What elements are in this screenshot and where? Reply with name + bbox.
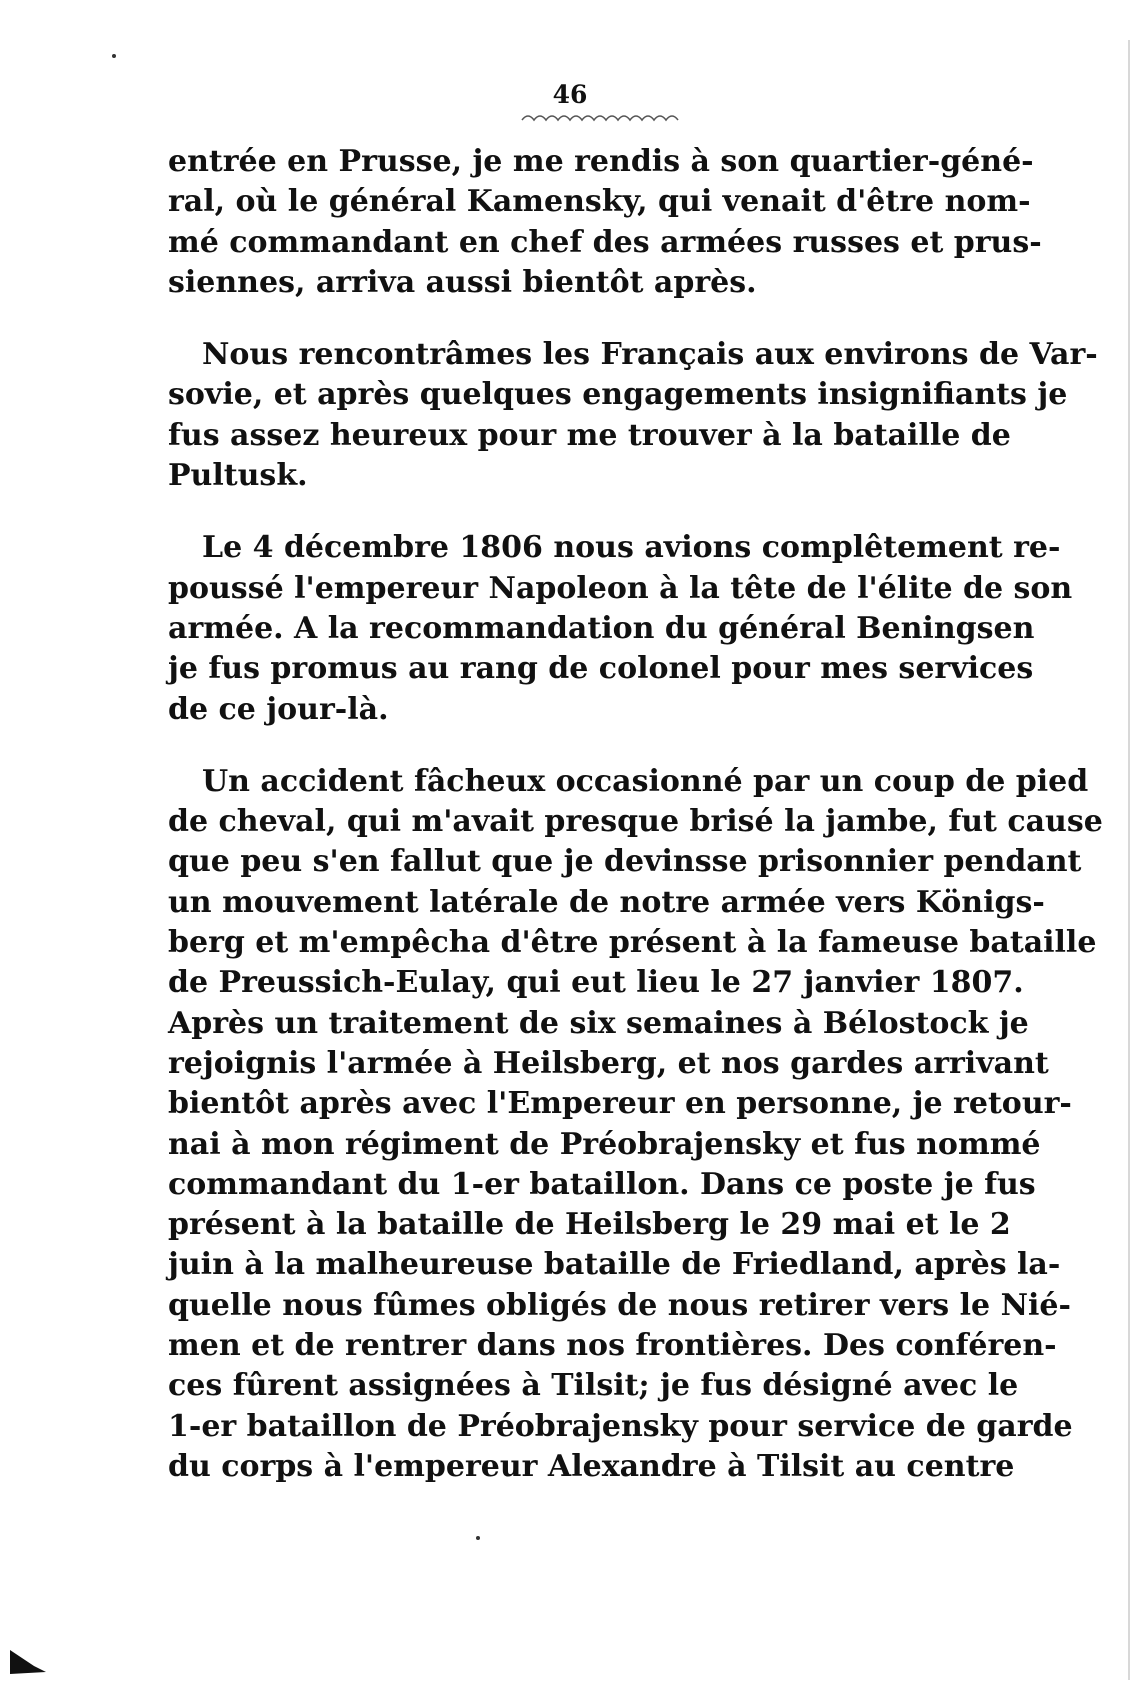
text-line: je fus promus au rang de colonel pour mes services bbox=[168, 651, 1034, 687]
text-line: sovie, et après quelques engagements insignifiants je bbox=[168, 377, 1068, 413]
text-line: Pultusk. bbox=[168, 458, 308, 494]
paragraph-3 bbox=[168, 528, 1073, 729]
text-line: poussé l'empereur Napoleon à la tête de l'élite de son bbox=[168, 570, 1073, 606]
text-line: que peu s'en fallut que je devinsse prisonnier pendant bbox=[168, 844, 1082, 880]
text-line: entrée en Prusse, je me rendis à son quartier-géné- bbox=[168, 144, 1034, 179]
text-line: commandant du 1-er bataillon. Dans ce poste je fus bbox=[168, 1166, 1036, 1202]
text-line: berg et m'empêcha d'être présent à la fameuse bataille bbox=[168, 925, 1097, 961]
text-line: de cheval, qui m'avait presque brisé la jambe, fut cause bbox=[168, 804, 1103, 840]
paragraph-2 bbox=[168, 335, 1098, 496]
scan-speck bbox=[112, 54, 116, 58]
text-line: Un accident fâcheux occasionné par un coup de pied bbox=[202, 763, 1089, 799]
text-line: men et de rentrer dans nos frontières. Des conféren- bbox=[168, 1328, 1057, 1364]
ornament-rule bbox=[520, 110, 680, 126]
body-text bbox=[168, 142, 1103, 1487]
text-line: de ce jour-là. bbox=[168, 691, 389, 727]
text-line: Le 4 décembre 1806 nous avions complêtement re- bbox=[202, 530, 1061, 566]
page-edge-line bbox=[1128, 40, 1130, 1680]
text-line: nai à mon régiment de Préobrajensky et fus nommé bbox=[168, 1126, 1041, 1162]
paragraph-4 bbox=[168, 762, 1103, 1487]
scan-speck bbox=[476, 1536, 480, 1540]
text-line: mé commandant en chef des armées russes et prus- bbox=[168, 224, 1042, 260]
text-line: quelle nous fûmes obligés de nous retirer vers le Nié- bbox=[168, 1287, 1071, 1323]
text-line: siennes, arriva aussi bientôt après. bbox=[168, 264, 757, 300]
text-line: présent à la bataille de Heilsberg le 29 mai et le 2 bbox=[168, 1207, 1011, 1243]
paragraph-1 bbox=[168, 142, 1042, 303]
text-line: un mouvement latérale de notre armée vers Königs- bbox=[168, 884, 1045, 920]
text-line: ces fûrent assignées à Tilsit; je fus désigné avec le bbox=[168, 1368, 1019, 1404]
text-line: ral, où le général Kamensky, qui venait d'être nom- bbox=[168, 184, 1031, 220]
text-line: bientôt après avec l'Empereur en personne, je retour- bbox=[168, 1086, 1072, 1122]
corner-arrow-icon bbox=[8, 1648, 48, 1676]
text-line: du corps à l'empereur Alexandre à Tilsit au centre bbox=[168, 1448, 1015, 1484]
page-number: 46 bbox=[552, 80, 588, 109]
text-line: Nous rencontrâmes les Français aux environs de Var- bbox=[202, 337, 1098, 373]
text-line: 1-er bataillon de Préobrajensky pour service de garde bbox=[168, 1408, 1073, 1444]
text-line: Après un traitement de six semaines à Bélostock je bbox=[168, 1005, 1029, 1041]
text-line: rejoignis l'armée à Heilsberg, et nos gardes arrivant bbox=[168, 1045, 1049, 1081]
text-line: de Preussich-Eulay, qui eut lieu le 27 janvier 1807. bbox=[168, 965, 1024, 1001]
text-line: fus assez heureux pour me trouver à la bataille de bbox=[168, 417, 1011, 453]
text-line: juin à la malheureuse bataille de Friedland, après la- bbox=[168, 1247, 1061, 1283]
text-line: armée. A la recommandation du général Beningsen bbox=[168, 610, 1035, 646]
